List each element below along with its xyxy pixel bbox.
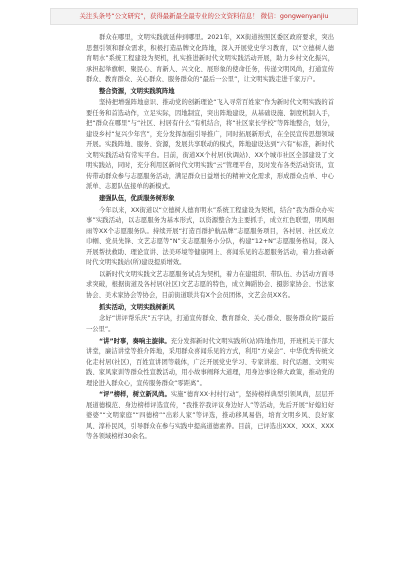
paragraph: 念好“讲评帮乐庆”五字诀，打通宣传群众、教育群众、关心群众、服务群众的“最后一公里”。 bbox=[86, 315, 334, 333]
header-banner: 关注头条号“公文研究”，获得最新最全最专业的公文资料信息！ 微信：gongwenyanjiu bbox=[50, 8, 358, 25]
article-body bbox=[86, 33, 334, 444]
paragraph: 以新时代文明实践文艺志愿服务试点为契机，着力在建组织、带队伍、办活动方面寻求突破，根据街道及各村居(社区)文艺志愿的特色，成立舞蹈协会、摄影家协会、书法家协会、美术家协会等协会，目前街道联共有X个会员团体，文艺会员XX名。 bbox=[86, 270, 334, 299]
section-heading: 整合资源，文明实践筑阵地 bbox=[99, 87, 175, 95]
paragraph-lead: “评”榜样，树立新风尚。 bbox=[99, 391, 171, 399]
paragraph bbox=[86, 390, 334, 443]
paragraph-text: 实施“德育XX·村村行动”，坚持榜样典型引领风尚，层层开展道德模范、身边榜样评选宣传，“我推荐我评议身边好人”等活动，先后开展“好媳妇好婆婆”“文明家庭”“四德榜”“出彩人家”等评选，推动移风易俗，培育文明乡风、良好家风、淳朴民风，引导群众在参与实践中提高道德素养。目前，已评选出XXX、XXX、XXX等各领域榜样30余名。 bbox=[86, 391, 335, 441]
paragraph: 坚持把增强阵地意识、推动党的创新理论“飞入寻常百姓家”作为新时代文明实践的首要任务和首选动作，立足实际，因地制宜，突出阵地建设，从基础设施、制度机制入手，把“群众在哪里”与“社区、村居有什么”有机结合，将“社区家长学校”等阵地整合，划分，建设乡村“复兴少年宫”，充分发挥加强引导推广，同时拓展新形式，在全民宣传思想领域开展。实践阵地、服务、资源，发展共享联动的模式，阵地建设达到“六有”标准，新时代文明实践活动有常实平台。目前，街道XX个村居(伙调站)、XX个城市社区全部建设了文明实践站，同时，充分利用区新时代文明实践“云”管理平台，及时发布各类活动资讯，宣传带动群众参与志愿服务活动，满足群众日益增长的精神文化需求，形成群众点单、中心派单、志愿队伍接单的新模式。 bbox=[86, 99, 334, 191]
paragraph: 群众在哪里，文明实践就延伸到哪里。2021年，XX街道按照区委区政府要求，突出思想引领和群众需求，积极打造品牌文化阵地，深入开展党史学习教育，以“立德树人德育明水”系统工程建设为契机，扎实推进新时代文明实践活动开展，助力乡村文化振兴，承担起举旗帜、聚民心、育新人、兴文化、展形象的使命任务，传递文明风尚，打通宣传群众、教育群众、关心群众、服务群众的“最后一公里”，让文明实践走进千家万户。 bbox=[86, 34, 334, 83]
paragraph: 今年以来，XX街道以“立德树人德育明水”系统工程建设为契机，结合“我为群众办实事”实践活动，以志愿服务为基本形式，以资源整合为主要抓手，成立红色联盟，明风细雨等XX个志愿服务队。持续开展“打造百群护航品牌”志愿服务项目，各村居、社区成立巾帼、党员先锋、文艺志愿等“N”支志愿服务小分队，构建“12+N”志愿服务格局，深入开展帮扶救助、理论宣讲、法美环境等健康网上、喜闻乐见的志愿服务活动，着力推动新时代文明实践站(所)建设提质增效。 bbox=[86, 206, 334, 267]
paragraph-lead: “讲”时事，奏响主旋律。 bbox=[99, 337, 171, 345]
section-heading: 抓实活动，文明实践树新风 bbox=[99, 303, 175, 311]
paragraph bbox=[86, 337, 334, 390]
section-heading: 建强队伍，优质服务树形象 bbox=[99, 195, 175, 203]
paragraph-text: 充分发挥新时代文明实践所(站)阵地作用，开班机关干部大讲堂，廉洁讲堂等推介阵地，采用群众喜闻乐见的方式，利用“方桌会”、中华优秀传统文化走村居(社区)，百姓宣讲团等载体，广泛开展党史学习、专家讲座、时代话题、文明实践、家风家训等群众性宣教活动，用小故事阐释大道理，用身边事诠释大政策，推动党的理论进入群众心，宣传服务群众“零距离”。 bbox=[86, 337, 335, 387]
